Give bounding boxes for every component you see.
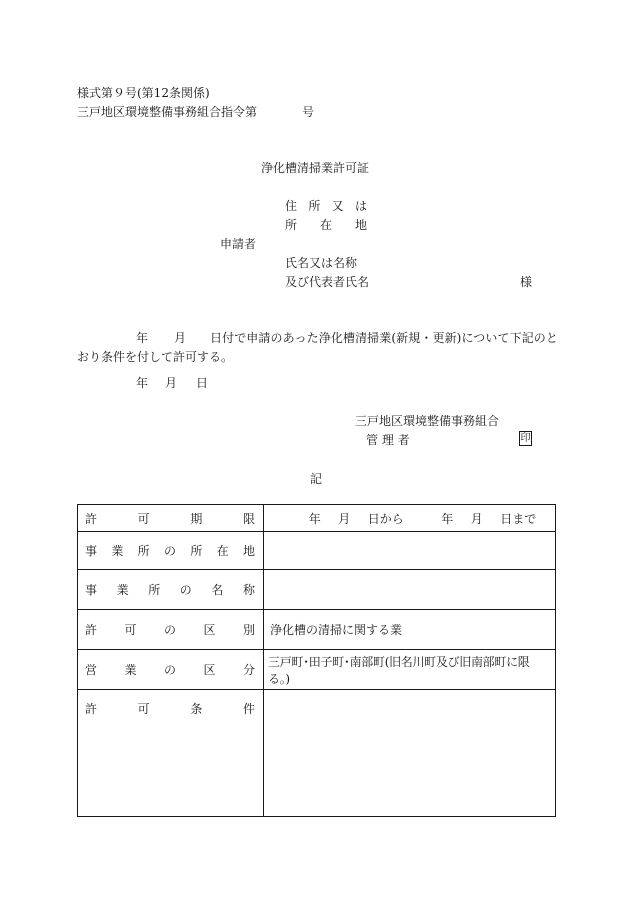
- ki-marker: 記: [310, 472, 323, 486]
- row-label: 許 可 期 限: [78, 505, 264, 532]
- row-label: 許 可 条 件: [78, 690, 264, 817]
- table-row: [78, 610, 556, 650]
- location-label: 所 在 地: [285, 218, 367, 232]
- office-name-value: [264, 570, 556, 610]
- body-sentence-line1: 日付で申請のあった浄化槽清掃業(新規・更新)について下記のと: [210, 331, 559, 345]
- manager-label: 管 理 者: [366, 433, 410, 447]
- business-area-value: 三戸町･田子町･南部町(旧名川町及び旧南部町に限る。): [264, 650, 556, 690]
- table-row: [78, 650, 556, 690]
- row-label: 営 業 の 区 分: [78, 650, 264, 690]
- body-month: 月: [174, 331, 187, 345]
- document-title: 浄化槽清掃業許可証: [261, 161, 370, 175]
- table-row: [78, 532, 556, 570]
- table-row: [78, 570, 556, 610]
- date-year: 年: [136, 376, 149, 390]
- body-sentence-line2: おり条件を付して許可する。: [77, 350, 234, 364]
- name-label: 氏名又は名称: [285, 256, 358, 270]
- applicant-label: 申請者: [220, 237, 257, 251]
- issuer-number: 三戸地区環境整備事務組合指令第: [77, 105, 258, 119]
- seal-mark: [519, 430, 532, 446]
- number-suffix: 号: [302, 105, 315, 119]
- representative-label: 及び代表者氏名: [285, 275, 370, 289]
- row-label: 事 業 所 の 名 称: [78, 570, 264, 610]
- date-month: 月: [165, 376, 178, 390]
- date-day: 日: [196, 376, 209, 390]
- permit-conditions-value: [264, 690, 556, 817]
- seal-icon: 印: [520, 433, 531, 444]
- form-number: 様式第９号(第12条関係): [77, 86, 210, 100]
- office-location-value: [264, 532, 556, 570]
- row-label: 事 業 所 の 所 在 地: [78, 532, 264, 570]
- body-year: 年: [136, 331, 149, 345]
- permit-category-value: 浄化槽の清掃に関する業: [264, 610, 556, 650]
- permit-table: [77, 504, 556, 817]
- address-label: 住 所 又 は: [285, 199, 367, 213]
- row-label: 許 可 の 区 別: [78, 610, 264, 650]
- issuer-org: 三戸地区環境整備事務組合: [355, 414, 500, 428]
- honorific: 様: [520, 275, 533, 289]
- table-row: [78, 690, 556, 817]
- table-row: [78, 505, 556, 532]
- permit-period-value: 年 月 日から 年 月 日まで: [264, 505, 556, 532]
